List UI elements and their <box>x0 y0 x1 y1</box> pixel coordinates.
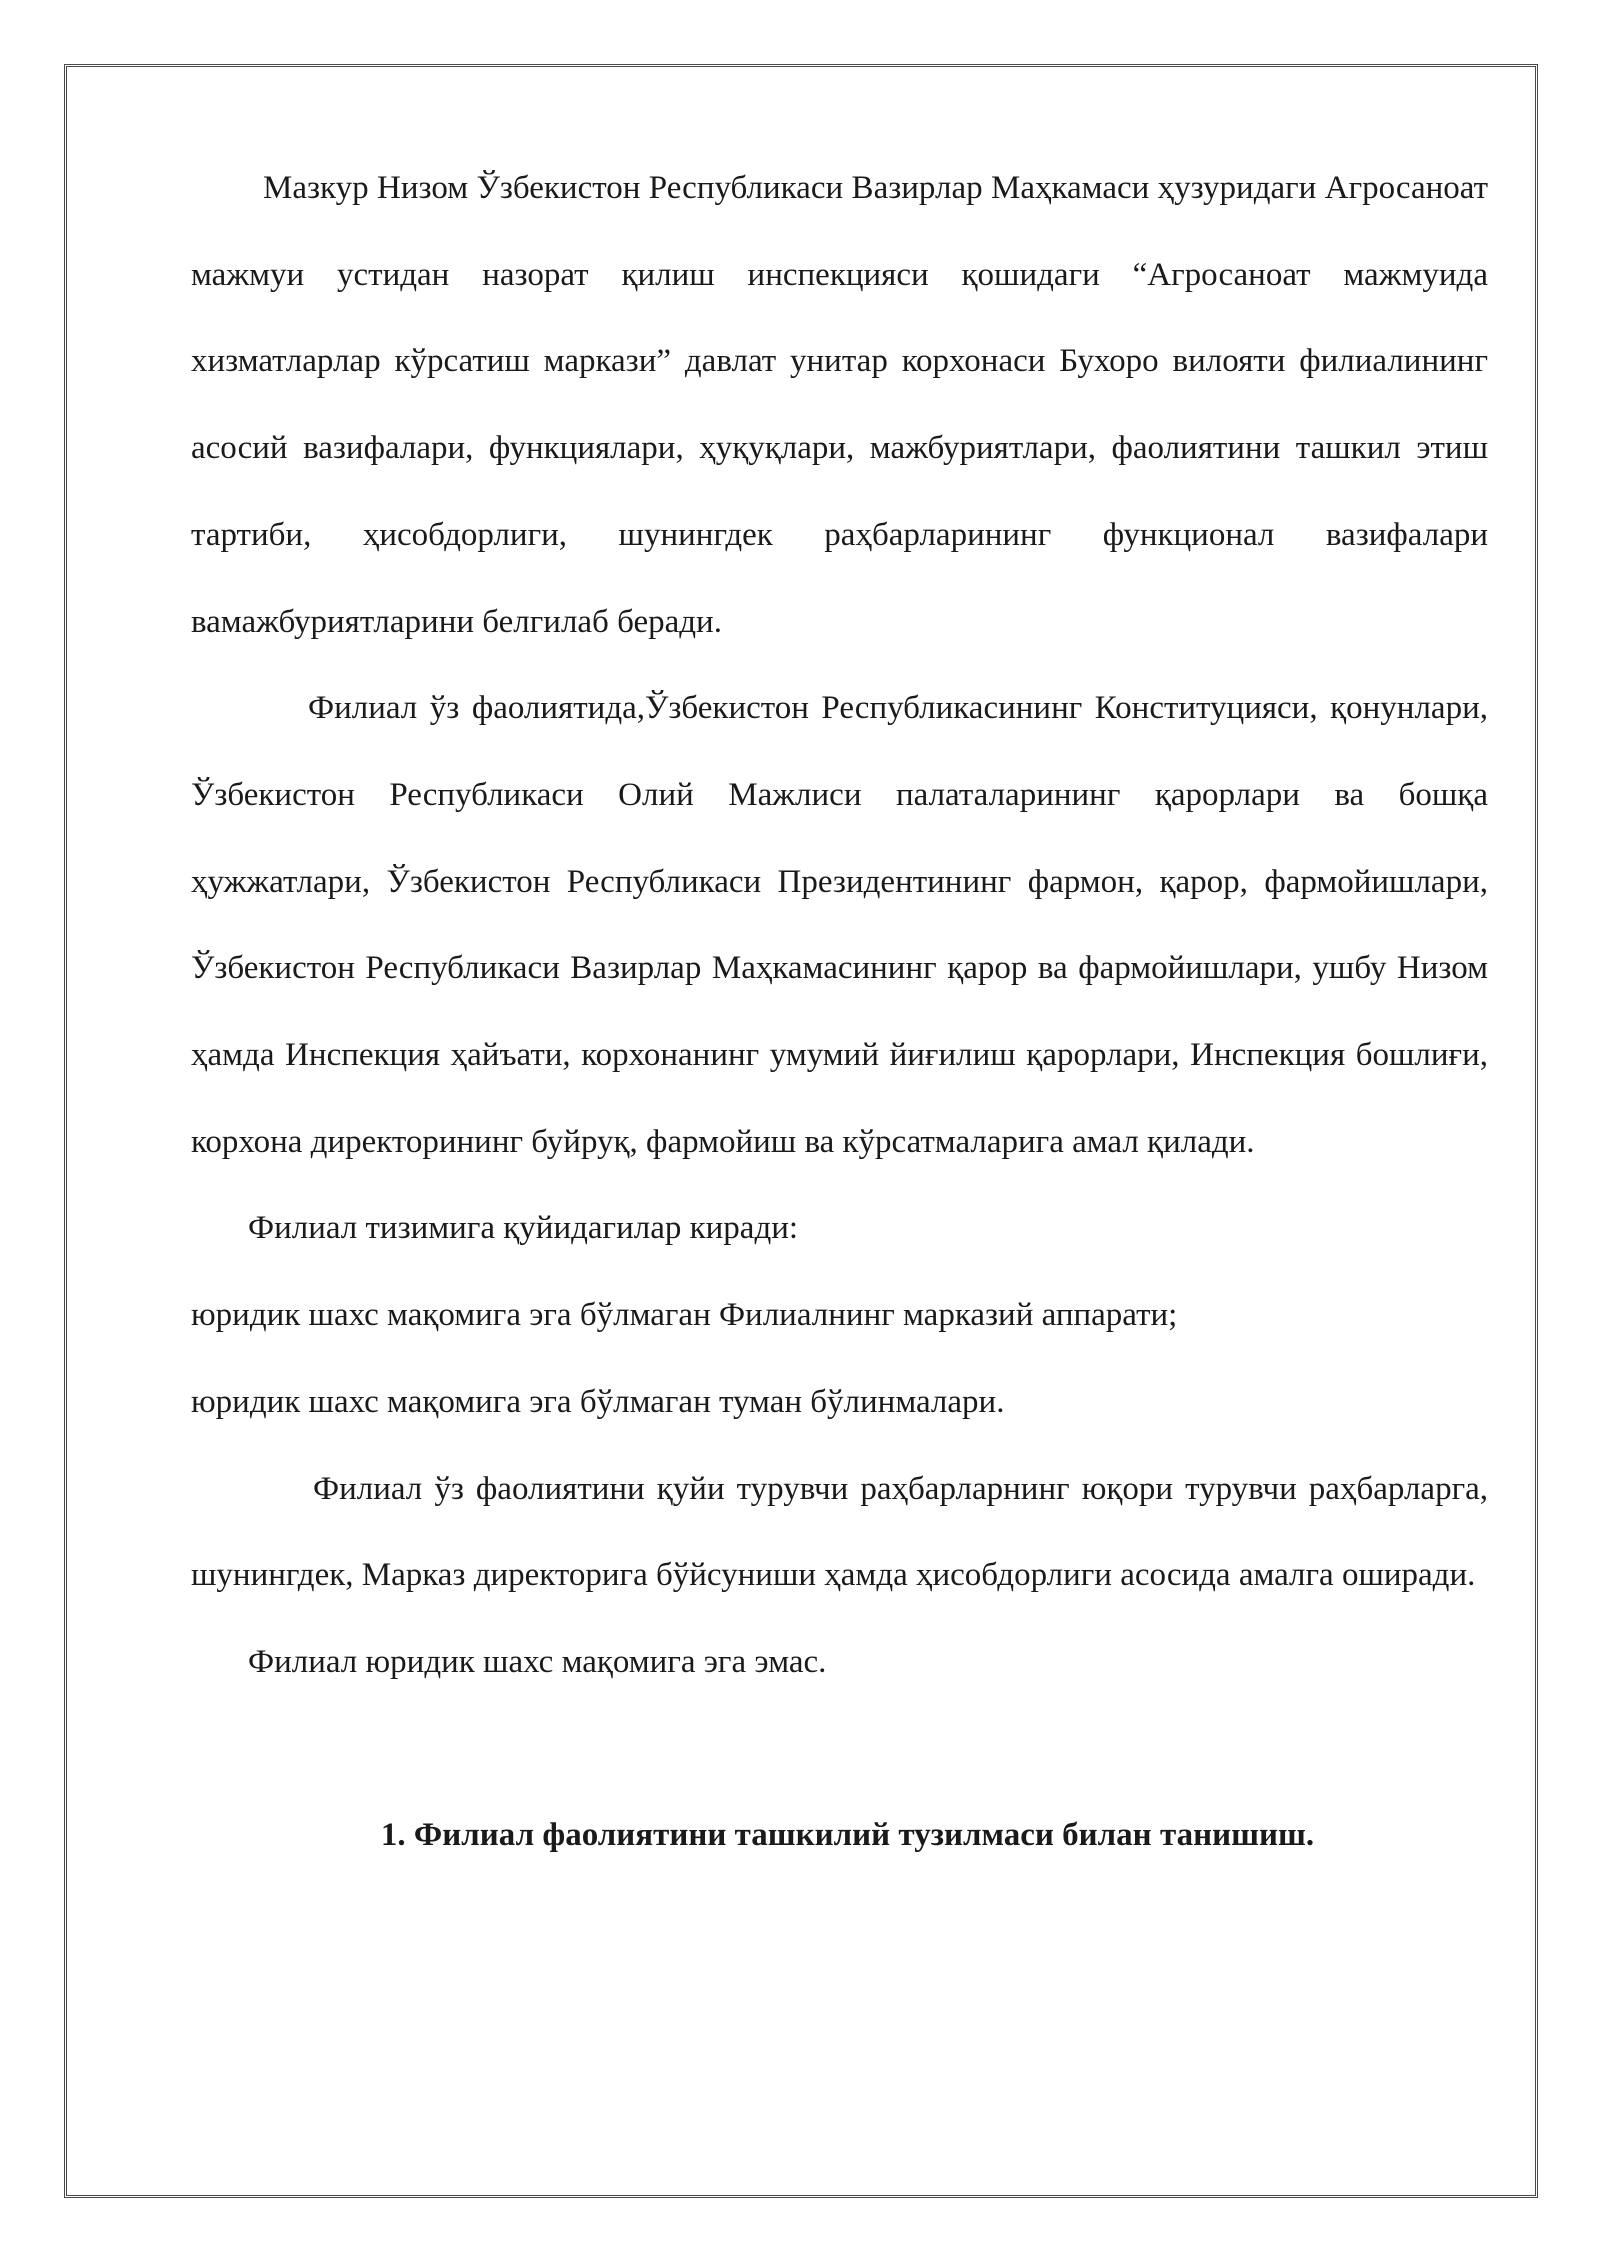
paragraph-legal-basis: Филиал ўз фаолиятида,Ўзбекистон Республикасининг Конституцияси, қонунлари, Ўзбекистон Республикаси Олий Мажлиси палаталарининг қарорлари ва бошқа ҳужжатлари, Ўзбекистон Республикаси Президентининг фармон, қарор, фармойишлари, Ўзбекистон Республикаси Вазирлар Маҳкамасининг қарор ва фармойишлари, ушбу Низом ҳамда Инспекция ҳайъати, корхонанинг умумий йиғилиш қарорлари, Инспекция бошлиғи, корхона директорининг буйруқ, фармойиш ва кўрсатмаларига амал қилади. <box>191 690 1488 1160</box>
paragraph-subordination: Филиал ўз фаолиятини қуйи турувчи раҳбарларнинг юқори турувчи раҳбарларга, шунингдек, Марказ директорига бўйсуниши ҳамда ҳисобдорлиги асосида амалга оширади. <box>191 1470 1488 1594</box>
paragraph-structure-intro: Филиал тизимига қуйидагилар киради: <box>248 1210 799 1247</box>
list-item-central-apparatus: юридик шахс мақомига эга бўлмаган Филиалнинг марказий аппарати; <box>191 1297 1178 1334</box>
paragraph-legal-status: Филиал юридик шахс мақомига эга эмас. <box>248 1643 827 1680</box>
list-item-district-units: юридик шахс мақомига эга бўлмаган туман бўлинмалари. <box>191 1383 1005 1420</box>
document-body <box>191 145 1488 1879</box>
blank-line <box>191 1706 1488 1793</box>
section-heading: 1. Филиал фаолиятини ташкилий тузилмаси билан танишиш. <box>380 1817 1315 1854</box>
paragraph-statute-purpose: Мазкур Низом Ўзбекистон Республикаси Вазирлар Маҳкамаси ҳузуридаги Агросаноат мажмуи устидан назорат қилиш инспекцияси қошидаги “Агросаноат мажмуида хизматларлар кўрсатиш маркази” давлат унитар корхонаси Бухоро вилояти филиалининг асосий вазифалари, функциялари, ҳуқуқлари, мажбуриятлари, фаолиятини ташкил этиш тартиби, ҳисобдорлиги, шунингдек раҳбарларининг функционал вазифалари вамажбуриятларини белгилаб беради. <box>191 170 1488 640</box>
